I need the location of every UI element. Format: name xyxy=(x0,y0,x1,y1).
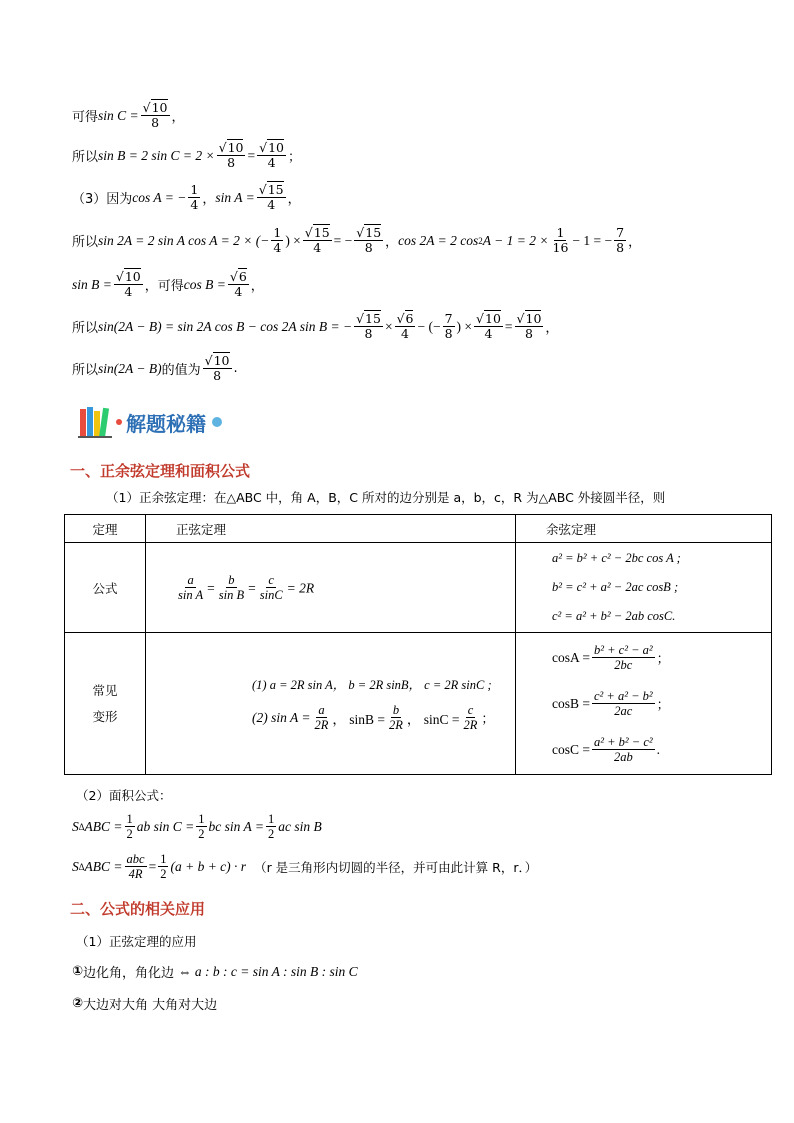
math: = xyxy=(504,318,513,334)
line-cosB xyxy=(72,270,264,300)
subscript: Δ xyxy=(78,861,85,872)
fraction: $\frac{√10}{8}$ xyxy=(516,311,542,342)
math: bc sin A = xyxy=(208,818,265,834)
math: = xyxy=(207,580,215,595)
text: 所以 xyxy=(72,363,99,379)
fraction: $\frac{√10}{8}$ xyxy=(218,140,244,171)
section-intro: （1）正余弦定理：在△ABC 中，角 A，B，C 所对的边分别是 a，b，c，R 为△ABC 外接圆半径，则 xyxy=(106,490,666,505)
math: cos B = xyxy=(183,276,226,292)
math: sin B = 2 sin C = 2 × xyxy=(98,147,215,163)
punct: . xyxy=(656,741,661,757)
math: (2) sin A = xyxy=(252,709,311,725)
punct: . xyxy=(233,361,238,377)
sine-variants-cell xyxy=(146,633,516,775)
fraction: $\frac{√6}{4}$ xyxy=(229,269,247,300)
punct: ； xyxy=(481,712,495,727)
fraction: $\frac{\text{c² + a² − b²}}{2ac}$ xyxy=(594,688,653,718)
variant-2 xyxy=(252,703,515,733)
application-item-2 xyxy=(72,994,217,1013)
label-line-2: 变形 xyxy=(92,708,118,724)
fraction: $\frac{1}{4}$ xyxy=(273,225,282,256)
formula-table xyxy=(64,514,772,775)
fraction: $\frac{√15}{8}$ xyxy=(356,311,381,342)
cos-variant-a xyxy=(552,635,771,681)
header-cell-theorem: 定理 xyxy=(65,515,146,543)
fraction: $\frac{\text{a² + b² − c²}}{2ab}$ xyxy=(594,734,653,764)
label-line-1: 常见 xyxy=(92,682,118,698)
fraction: $\frac{b}{\text{sin B}}$ xyxy=(218,572,245,602)
math: ab sin C = xyxy=(136,818,195,834)
cos-variant-c xyxy=(552,727,771,773)
area-note: （r 是三角形内切圆的半径，并可由此计算 R，r．） xyxy=(254,859,538,875)
section-heading-2: 二、公式的相关应用 xyxy=(70,900,206,918)
math: A − 1 = 2 × xyxy=(482,232,549,248)
math: cos 2A = 2 cos xyxy=(398,232,479,248)
math: = 2R xyxy=(286,580,315,595)
fraction: $\frac{1}{2}$ xyxy=(268,812,275,842)
fraction: $\frac{1}{16}$ xyxy=(552,225,569,256)
math: sin(2A − B) = sin 2A cos B − cos 2A sin B = − xyxy=(98,318,353,334)
fraction: $\frac{√10}{4}$ xyxy=(259,140,284,171)
math: = xyxy=(148,858,157,874)
text: （3）因为 xyxy=(72,192,133,208)
text: 可得 xyxy=(72,110,99,126)
math: ， sinB = xyxy=(332,711,386,727)
text: ，可得 xyxy=(144,279,184,295)
circled-number: ② xyxy=(72,996,84,1011)
application-item-1 xyxy=(72,962,358,981)
math: ac sin B xyxy=(278,818,322,834)
fraction: $\frac{√15}{4}$ xyxy=(304,225,330,256)
area-formula-1 xyxy=(72,812,322,842)
banner-title: 解题秘籍 xyxy=(126,411,206,436)
math: − 1 = − xyxy=(572,232,613,248)
section2-sub1: （1）正弦定理的应用 xyxy=(76,934,197,949)
math: sin B = xyxy=(72,276,112,292)
punct: ， xyxy=(545,321,559,337)
section-heading-1: 一、正余弦定理和面积公式 xyxy=(70,462,251,480)
header-cell-sine: 正弦定理 xyxy=(146,515,516,543)
math: cosA = xyxy=(552,649,590,665)
row-label-formula: 公式 xyxy=(65,543,146,633)
math: sin C = xyxy=(98,107,139,123)
subscript: Δ xyxy=(78,821,85,832)
superscript: 2 xyxy=(478,235,483,246)
sine-law-cell xyxy=(146,543,516,633)
variant-1: (1) a = 2R sin A， b = 2R sinB， c = 2R sinC ; xyxy=(252,677,492,692)
text: 所以 xyxy=(72,235,99,251)
math: ) × xyxy=(456,318,473,334)
line-cosA xyxy=(72,183,301,213)
punct: ， xyxy=(287,192,301,208)
row-label-variants xyxy=(65,633,146,775)
fraction: $\frac{√15}{8}$ xyxy=(356,225,382,256)
line-result xyxy=(72,354,238,384)
cosine-law-a: a² = b² + c² − 2bc cos A ; xyxy=(552,551,681,565)
math: ABC = xyxy=(84,818,123,834)
cosine-law-c: c² = a² + b² − 2ab cosC. xyxy=(552,609,676,623)
math: ⇔ a : b : c = sin A : sin B : sin C xyxy=(178,963,358,979)
cosine-law-b: b² = c² + a² − 2ac cosB ; xyxy=(552,580,679,594)
line-sin2A-B xyxy=(72,312,558,342)
text: 大边对大角 大角对大边 xyxy=(83,998,218,1013)
text: 所以 xyxy=(72,321,99,337)
bullet-dot-icon xyxy=(116,419,122,425)
fraction: $\frac{√15}{4}$ xyxy=(258,182,284,213)
fraction: $\frac{\text{abc}}{4R}$ xyxy=(126,852,145,882)
math: S xyxy=(72,818,79,834)
fraction: $\frac{√10}{8}$ xyxy=(142,100,168,131)
math: = − xyxy=(333,232,353,248)
circled-number: ① xyxy=(72,964,84,979)
punct: ； xyxy=(656,652,670,667)
math: S xyxy=(72,858,79,874)
math: × xyxy=(384,318,393,334)
math: ， sinC = xyxy=(406,711,460,727)
math: sin A = xyxy=(215,189,255,205)
text: 边化角，角化边 xyxy=(83,966,175,981)
punct: ， xyxy=(171,110,185,126)
section-banner xyxy=(78,404,222,440)
math: ABC = xyxy=(84,858,123,874)
fraction: $\frac{b}{2R}$ xyxy=(389,702,403,732)
cos-variant-b xyxy=(552,681,771,727)
punct: ， xyxy=(250,279,264,295)
math: cosC = xyxy=(552,741,590,757)
fraction: $\frac{1}{2}$ xyxy=(126,812,133,842)
fraction: $\frac{c}{\sin C}$ xyxy=(259,572,283,602)
fraction: $\frac{1}{2}$ xyxy=(160,852,167,882)
fraction: $\frac{a}{2R}$ xyxy=(314,702,329,732)
fraction: $\frac{√6}{4}$ xyxy=(396,311,414,342)
fraction: $\frac{1}{2}$ xyxy=(198,812,205,842)
math: sin(2A − B) xyxy=(98,360,162,376)
fraction: $\frac{\text{b² + c² − a²}}{2bc}$ xyxy=(594,642,653,672)
books-icon xyxy=(78,405,114,439)
fraction: $\frac{7}{8}$ xyxy=(616,225,625,256)
fraction: $\frac{c}{2R}$ xyxy=(463,702,478,732)
math: ) × xyxy=(285,232,301,248)
fraction: $\frac{a}{\text{sin A}}$ xyxy=(178,572,204,602)
fraction: $\frac{7}{8}$ xyxy=(444,311,453,342)
line-sinB xyxy=(72,141,301,171)
punct: ； xyxy=(656,698,670,713)
cosine-variants-cell xyxy=(516,633,772,775)
text: 所以 xyxy=(72,150,99,166)
math: cosB = xyxy=(552,695,590,711)
math: sin 2A = 2 sin A cos A = 2 × (− xyxy=(98,232,270,248)
fraction: $\frac{√10}{4}$ xyxy=(115,269,141,300)
area-formula-2 xyxy=(72,852,537,882)
line-sin2A xyxy=(72,226,641,256)
math: (a + b + c) · r xyxy=(170,858,247,874)
area-label: （2）面积公式： xyxy=(76,788,172,803)
fraction: $\frac{1}{4}$ xyxy=(190,182,199,213)
fraction: $\frac{√10}{4}$ xyxy=(476,311,501,342)
punct: ； xyxy=(287,150,301,166)
math: = xyxy=(248,580,256,595)
banner-dot-icon xyxy=(212,417,222,427)
line-sinC xyxy=(72,101,185,131)
fraction: $\frac{√10}{8}$ xyxy=(204,353,230,384)
punct: ， xyxy=(202,192,216,208)
math: = xyxy=(247,147,256,163)
math: − (− xyxy=(417,318,441,334)
punct: ， xyxy=(385,235,399,251)
header-cell-cosine: 余弦定理 xyxy=(516,515,772,543)
math: cos A = − xyxy=(132,189,187,205)
cosine-law-cell xyxy=(516,543,772,633)
punct: ， xyxy=(628,235,642,251)
text: 的值为 xyxy=(161,363,201,379)
